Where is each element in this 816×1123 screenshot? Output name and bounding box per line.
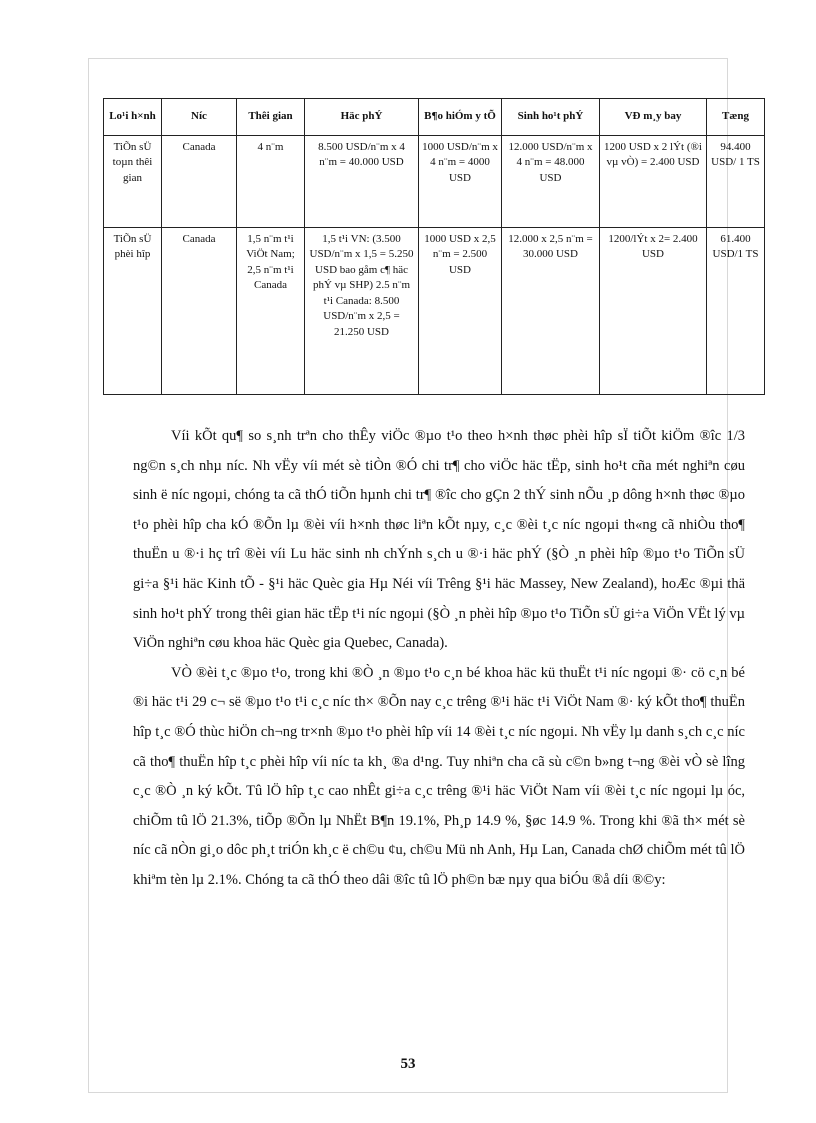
table-cell: 61.400 USD/1 TS xyxy=(707,227,765,394)
table-header-row xyxy=(104,99,765,136)
cost-comparison-table xyxy=(103,98,765,395)
table-cell: 8.500 USD/n¨m x 4 n¨m = 40.000 USD xyxy=(305,135,419,227)
table-cell: 94.400 USD/ 1 TS xyxy=(707,135,765,227)
table-cell: 1,5 t¹i VN: (3.500 USD/n¨m x 1,5 = 5.250 USD bao gåm c¶ häc phÝ vµ SHP) 2.5 n¨m t¹i Canada: 8.500 USD/n¨m x 2,5 = 21.250 USD xyxy=(305,227,419,394)
table-cell: Canada xyxy=(162,227,237,394)
header-airfare: VÐ m¸y bay xyxy=(600,99,707,136)
table-row xyxy=(104,227,765,394)
header-insurance: B¶o hiÓm y tÕ xyxy=(419,99,502,136)
paragraph: VÒ ®èi t¸c ®µo t¹o, trong khi ®Ò ¸n ®µo t¹o c¸n bé khoa häc kü thuËt t¹i níc ngoµi ®· cö c¸n bé ®i häc t¹i 29 c¬ së ®µo t¹o t¹i c¸c níc th× ®Õn nay c¸c trêng ®¹i häc t¹i ViÖt Nam ®· ký kÕt tho¶ thuËn hîp t¸c ®Ó thùc hiÖn ch¬ng tr×nh ®µo t¹o phèi hîp víi 14 ®èi t¸c níc ngoµi. Nh vËy lµ danh s¸ch c¸c níc cã tho¶ thuËn hîp t¸c phèi hîp víi níc ta kh¸ ®a d¹ng. Tuy nhiªn cha cã sù c©n b»ng t¬ng ®èi vÒ sè lîng c¸c ®Ò ¸n ký kÕt. Tû lÖ hîp t¸c cao nhÊt gi÷a c¸c trêng ®¹i häc ViÖt Nam víi ®èi t¸c níc ngoµi lµ óc, chiÕm tû lÖ 21.3%, tiÕp ®Õn lµ NhËt B¶n 19.1%, Ph¸p 14.9 %, §øc 14.9 %. Trong khi ®ã th× mét sè níc cã nÒn gi¸o dôc ph¸t triÓn kh¸c ë ch©u ¢u, ch©u Mü nh Anh, Hµ Lan, Canada chØ chiÕm mét tû lÖ khiªm tèn lµ 2.1%. Chóng ta cã thÓ theo dâi ®îc tû lÖ ph©n bæ nµy qua biÓu ®å díi ®©y: xyxy=(133,664,745,888)
header-tuition: Häc phÝ xyxy=(305,99,419,136)
table-cell: 1200/lÝt x 2= 2.400 USD xyxy=(600,227,707,394)
table-cell: TiÕn sÜ toµn thêi gian xyxy=(104,135,162,227)
table-cell: 1000 USD/n¨m x 4 n¨m = 4000 USD xyxy=(419,135,502,227)
header-type: Lo¹i h×nh xyxy=(104,99,162,136)
table-cell: 1000 USD x 2,5 n¨m = 2.500 USD xyxy=(419,227,502,394)
page-number: 53 xyxy=(400,1056,416,1072)
body-text xyxy=(133,422,745,896)
header-duration: Thêi gian xyxy=(237,99,305,136)
table-cell: TiÕn sÜ phèi hîp xyxy=(104,227,162,394)
table-row xyxy=(104,135,765,227)
paragraph: Víi kÕt qu¶ so s¸nh trªn cho thÊy viÖc ®µo t¹o theo h×nh thøc phèi hîp sÏ tiÕt kiÖm ®îc 1/3 ng©n s¸ch nhµ níc. Nh vËy víi mét sè tiÒn ®Ó chi tr¶ cho viÖc häc tËp, sinh ho¹t cña mét nghiªn cøu sinh ë níc ngoµi, chóng ta cã thÓ tiÕn hµnh chi tr¶ ®îc cho gÇn 2 thÝ sinh nÕu ¸p dông h×nh thøc ®µo t¹o phèi hîp cha kÓ ®Õn lµ ®èi víi h×nh thøc liªn kÕt nµy, c¸c ®èi t¸c níc ngoµi th«ng cã nhiÒu tho¶ thuËn u ®·i hç trî ®èi víi Lu häc sinh nh chÝnh s¸ch u ®·i häc phÝ (§Ò ¸n phèi hîp ®µo t¹o TiÕn sÜ gi÷a §¹i häc Kinh tÕ - §¹i häc Quèc gia Hµ Néi víi Trêng §¹i häc Massey, New Zealand), hoÆc ®µi thä sinh ho¹t phÝ trong thêi gian häc tËp t¹i níc ngoµi (§Ò ¸n phèi hîp ®µo t¹o TiÕn sÜ gi÷a ViÖn VËt lý vµ ViÖn nghiªn cøu khoa häc Quèc gia Quebec, Canada). xyxy=(133,428,745,652)
header-country: Níc xyxy=(162,99,237,136)
header-living-cost: Sinh ho¹t phÝ xyxy=(502,99,600,136)
table-cell: 1200 USD x 2 lÝt (®i vµ vÒ) = 2.400 USD xyxy=(600,135,707,227)
table-cell: 4 n¨m xyxy=(237,135,305,227)
table-cell: Canada xyxy=(162,135,237,227)
table-cell: 12.000 USD/n¨m x 4 n¨m = 48.000 USD xyxy=(502,135,600,227)
header-total: Tæng xyxy=(707,99,765,136)
table-cell: 1,5 n¨m t¹i ViÖt Nam; 2,5 n¨m t¹i Canada xyxy=(237,227,305,394)
table-cell: 12.000 x 2,5 n¨m = 30.000 USD xyxy=(502,227,600,394)
